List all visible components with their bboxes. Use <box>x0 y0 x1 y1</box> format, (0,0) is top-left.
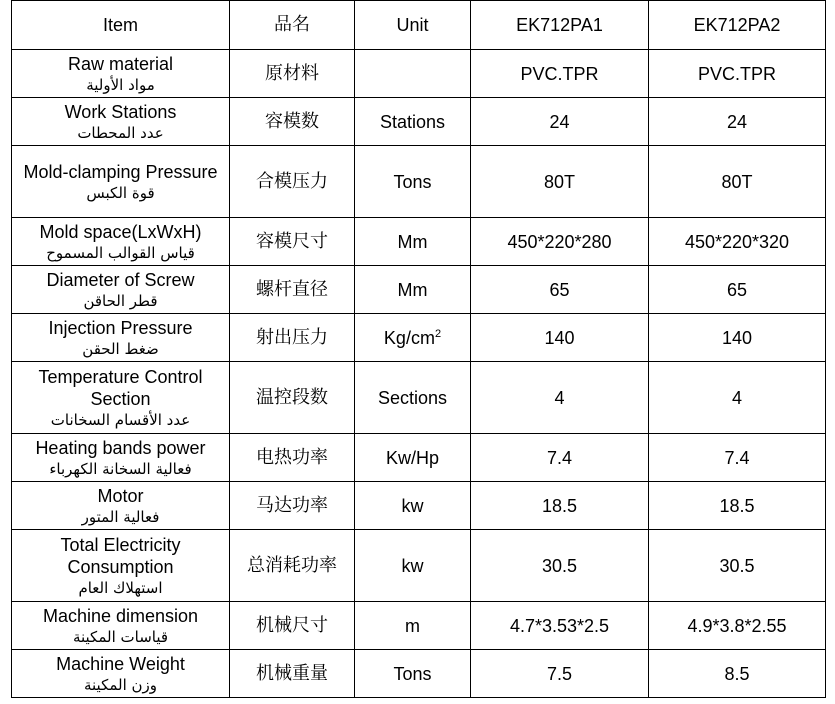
item-ar: ضغط الحقن <box>82 339 159 358</box>
item-cell <box>12 50 230 98</box>
unit-cell: Mm <box>355 266 471 314</box>
unit-cell: Mm <box>355 218 471 266</box>
table-row <box>12 482 826 530</box>
item-zh: 马达功率 <box>230 482 355 530</box>
item-zh: 原材料 <box>230 50 355 98</box>
item-en: Mold-clamping Pressure <box>23 161 218 182</box>
item-cell <box>12 98 230 146</box>
unit-cell: kw <box>355 530 471 602</box>
header-item: Item <box>12 1 230 50</box>
table-row <box>12 98 826 146</box>
item-zh: 射出压力 <box>230 314 355 362</box>
unit-cell: m <box>355 602 471 650</box>
item-zh: 螺杆直径 <box>230 266 355 314</box>
table-row <box>12 50 826 98</box>
item-en: Injection Pressure <box>48 317 193 338</box>
value-model2: 4 <box>649 362 826 434</box>
value-model2: 80T <box>649 146 826 218</box>
item-ar: مواد الأولية <box>86 75 155 94</box>
value-model2: PVC.TPR <box>649 50 826 98</box>
item-cell <box>12 218 230 266</box>
item-cell <box>12 146 230 218</box>
value-model2: 65 <box>649 266 826 314</box>
item-cell <box>12 434 230 482</box>
unit-cell: Tons <box>355 146 471 218</box>
value-model2: 18.5 <box>649 482 826 530</box>
item-ar: وزن المكينة <box>83 675 158 694</box>
item-cell <box>12 362 230 434</box>
value-model2: 140 <box>649 314 826 362</box>
item-ar: استهلاك العام <box>78 578 163 597</box>
item-zh: 合模压力 <box>230 146 355 218</box>
value-model1: 4 <box>471 362 649 434</box>
item-en: Work Stations <box>64 101 177 122</box>
item-en: Heating bands power <box>35 437 206 458</box>
item-zh: 总消耗功率 <box>230 530 355 602</box>
item-cell <box>12 650 230 698</box>
table-row <box>12 146 826 218</box>
header-unit: Unit <box>355 1 471 50</box>
item-ar: فعالية السخانة الكهرباء <box>49 459 192 478</box>
item-en: Machine Weight <box>56 653 185 674</box>
item-zh: 温控段数 <box>230 362 355 434</box>
item-en: Raw material <box>67 53 174 74</box>
item-zh: 容模尺寸 <box>230 218 355 266</box>
value-model2: 24 <box>649 98 826 146</box>
unit-cell <box>355 50 471 98</box>
value-model1: 7.4 <box>471 434 649 482</box>
item-zh: 机械重量 <box>230 650 355 698</box>
unit-text: Kg/cm <box>383 327 435 348</box>
unit-cell <box>355 314 471 362</box>
item-en: Temperature Control Section <box>38 366 203 409</box>
item-cell <box>12 314 230 362</box>
table-row <box>12 530 826 602</box>
value-model1: 7.5 <box>471 650 649 698</box>
value-model1: 24 <box>471 98 649 146</box>
item-ar: عدد المحطات <box>77 123 164 142</box>
value-model2: 4.9*3.8*2.55 <box>649 602 826 650</box>
table-row <box>12 314 826 362</box>
item-cell <box>12 530 230 602</box>
unit-cell: Tons <box>355 650 471 698</box>
table-row <box>12 362 826 434</box>
item-ar: قياس القوالب المسموح <box>46 243 195 262</box>
value-model2: 7.4 <box>649 434 826 482</box>
item-zh: 机械尺寸 <box>230 602 355 650</box>
value-model2: 450*220*320 <box>649 218 826 266</box>
header-model2: EK712PA2 <box>649 1 826 50</box>
item-ar: قطر الحاقن <box>83 291 158 310</box>
table-row <box>12 218 826 266</box>
item-en: Mold space(LxWxH) <box>39 221 202 242</box>
table-row <box>12 650 826 698</box>
unit-cell: Kw/Hp <box>355 434 471 482</box>
item-ar: قوة الكبس <box>86 183 155 202</box>
value-model1: 450*220*280 <box>471 218 649 266</box>
item-en: Machine dimension <box>42 605 199 626</box>
item-en: Motor <box>97 485 144 506</box>
value-model1: PVC.TPR <box>471 50 649 98</box>
item-cell <box>12 602 230 650</box>
header-row <box>12 1 826 50</box>
item-en: Total Electricity Consumption <box>60 534 181 577</box>
value-model1: 65 <box>471 266 649 314</box>
item-cell <box>12 482 230 530</box>
item-ar: فعالية المتور <box>81 507 160 526</box>
value-model1: 80T <box>471 146 649 218</box>
unit-cell: Sections <box>355 362 471 434</box>
item-cell <box>12 266 230 314</box>
item-ar: عدد الأقسام السخانات <box>50 410 191 429</box>
table-row <box>12 602 826 650</box>
value-model1: 30.5 <box>471 530 649 602</box>
table-row <box>12 434 826 482</box>
item-en: Diameter of Screw <box>46 269 195 290</box>
unit-superscript: 2 <box>434 327 442 340</box>
spec-table <box>11 0 826 698</box>
unit-cell: kw <box>355 482 471 530</box>
value-model2: 8.5 <box>649 650 826 698</box>
value-model1: 18.5 <box>471 482 649 530</box>
unit-cell: Stations <box>355 98 471 146</box>
item-zh: 容模数 <box>230 98 355 146</box>
table-row <box>12 266 826 314</box>
value-model1: 4.7*3.53*2.5 <box>471 602 649 650</box>
header-model1: EK712PA1 <box>471 1 649 50</box>
value-model1: 140 <box>471 314 649 362</box>
item-ar: قياسات المكينة <box>72 627 169 646</box>
value-model2: 30.5 <box>649 530 826 602</box>
header-name-zh: 品名 <box>230 1 355 50</box>
item-zh: 电热功率 <box>230 434 355 482</box>
